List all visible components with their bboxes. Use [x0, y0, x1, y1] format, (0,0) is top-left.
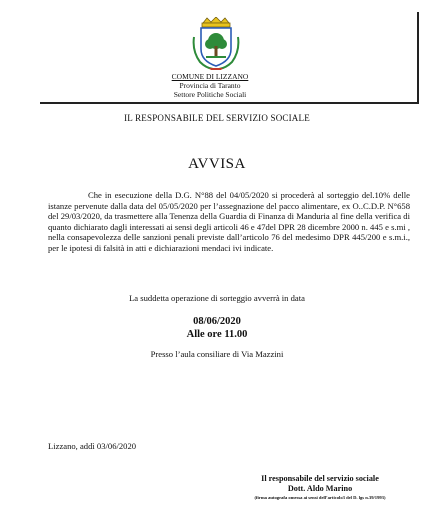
location-line: Presso l’aula consiliare di Via Mazzini — [150, 349, 284, 359]
signature-block — [230, 474, 410, 501]
operation-line: La suddetta operazione di sorteggio avverrà in data — [129, 293, 305, 303]
draw-time: Alle ore 11.00 — [186, 329, 248, 340]
draw-datetime — [0, 315, 434, 341]
notice-title: AVVISA — [188, 156, 246, 172]
draw-date: 08/06/2020 — [193, 316, 241, 327]
province-name: Provincia di Taranto — [179, 81, 241, 90]
signature-note: (firma autografa omessa ai sensi dell’articolo3 del D. lgs n.39/1993) — [254, 495, 386, 500]
office-heading: IL RESPONSABILE DEL SERVIZIO SOCIALE — [124, 113, 310, 123]
header-text — [40, 72, 380, 99]
coat-of-arms-icon — [191, 17, 241, 71]
signature-role: Il responsabile del servizio sociale — [261, 474, 379, 483]
notice-body: Che in esecuzione della D.G. N°88 del 04/05/2020 si procederà al sorteggio del.10% delle istanze pervenute dalla data del 05/05/2020 per l’assegnazione del pacco alimentare, ex O..C.D.P. N°658 del 29/03/2020, da trasmettere alla Tenenza della Guardia di Finanza di Manduria al fine della verifica di quanto dichiarato dagli interessati ai sensi degli articoli 46 e 47del DPR 28 dicembre 2000 n. 445 e s.mi , nella consapevolezza delle sanzioni penali previste dall’articolo 76 del medesimo DPR 445/200 e s.m.i., per le ipotesi di falsità in atti e dichiarazioni mendaci ivi indicate. — [48, 190, 410, 253]
municipality-name: COMUNE DI LIZZANO — [171, 72, 249, 81]
place-date: Lizzano, addì 03/06/2020 — [48, 441, 137, 451]
department-name: Settore Politiche Sociali — [173, 90, 247, 99]
signature-name: Dott. Aldo Marino — [287, 484, 353, 493]
